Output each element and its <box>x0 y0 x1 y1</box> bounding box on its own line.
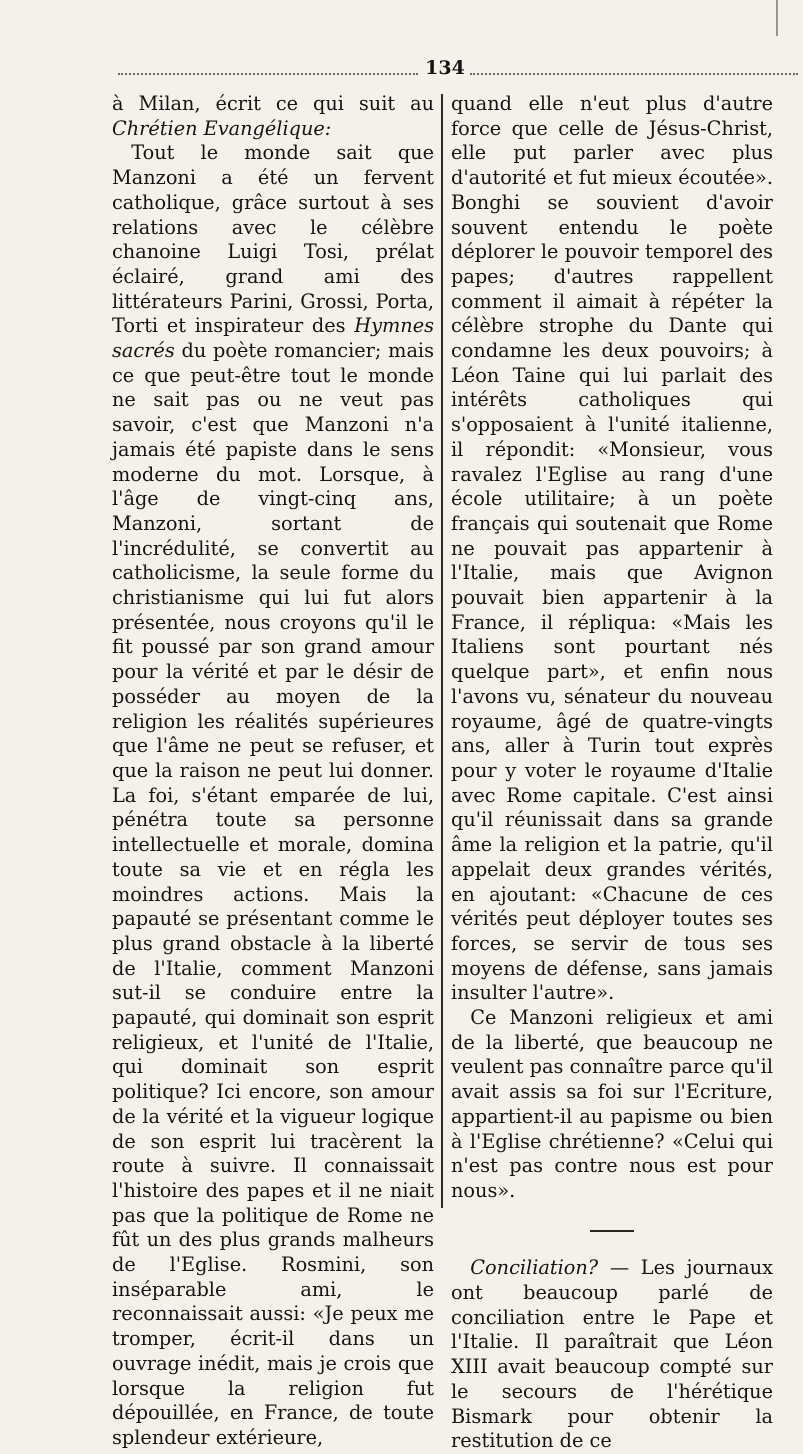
paragraph <box>451 1256 773 1454</box>
text-run: à Milan, écrit ce qui suit au <box>112 92 434 115</box>
italic-text: Chrétien Evangélique: <box>112 116 332 140</box>
page-edge-mark <box>776 0 778 36</box>
text-run: — Les journaux ont beaucoup parlé de conciliation entre le Pape et l'Italie. Il paraîtrait que Léon XIII avait beaucoup compté sur le secours de l'hérétique Bismark pour obtenir la restitution de ce <box>451 1256 773 1453</box>
italic-text: Hymnes sacrés <box>112 314 434 363</box>
text-run: du poète romancier; mais ce que peut-être tout le monde ne sait pas ou ne veut pas savoir, c'est que Manzoni n'a jamais été papiste dans le sens moderne du mot. Lorsque, à l'âge de vingt-cinq ans, Manzoni, sortant de l'incrédulité, se convertit au catholicisme, la seule forme du christianisme qui lui fut alors présentée, nous croyons qu'il le fit poussé par son grand amour pour la vérité et par le désir de posséder au moyen de la religion les réalités supérieures que l'âme ne peut se refuser, et que la raison ne peut lui donner. La foi, s'étant emparée de lui, pénétra toute sa personne intellectuelle et morale, domina toute sa vie et en régla les moindres actions. Mais la papauté se présentant comme le plus grand obstacle à la liberté de l'Italie, comment Manzoni sut-il se conduire entre la papauté, qui dominait son esprit religieux, et l'unité de l'Italie, qui dominait son esprit politique? Ici encore, son amour de la vérité et la vigueur logique de son esprit lui tracèrent la route à suivre. Il connaissait l'histoire des papes et il ne niait pas que la politique de Rome ne fût un des plus grands malheurs de l'Eglise. Rosmini, son inséparable ami, le reconnaissait aussi: «Je peux me tromper, écrit-il dans un ouvrage inédit, mais je crois que lorsque la religion fut dépouillée, en France, de toute splendeur extérieure, <box>112 339 434 1449</box>
text-run: Tout le monde sait que Manzoni a été un fervent catholique, grâce surtout à ses relations avec le célèbre chanoine Luigi Tosi, prélat éclairé, grand ami des littérateurs Parini, Grossi, Porta, Torti et inspirateur des <box>112 141 434 338</box>
text-run: quand elle n'eut plus d'autre force que celle de Jésus-Christ, elle put parler avec plus d'autorité et fut mieux écoutée». Bonghi se souvient d'avoir souvent entendu le poète déplorer le pouvoir temporel des papes; d'autres rappellent comment il aimait à répéter la célèbre strophe du Dante qui condamne les deux pouvoirs; à Léon Taine qui lui parlait des intérêts catholiques qui s'opposaient à l'unité italienne, il répondit: «Monsieur, vous ravalez l'Eglise au rang d'une école utilitaire; à un poète français qui soutenait que Rome ne pouvait pas appartenir à l'Italie, mais que Avignon pouvait bien appartenir à la France, il répliqua: «Mais les Italiens sont pourtant nés quelque part», et enfin nous l'avons vu, sénateur du nouveau royaume, âgé de quatre-vingts ans, aller à Turin tout exprès pour y voter le royaume d'Italie avec Rome capitale. C'est ainsi qu'il réunissait dans sa grande âme la religion et la patrie, qu'il appelait deux grandes vérités, en ajoutant: «Chacune de ces vérités peut déployer toutes ses forces, se servir de tous ses moyens de défense, sans jamais insulter l'autre». <box>451 92 773 1005</box>
left-column <box>112 92 434 1449</box>
section-separator <box>451 1218 773 1243</box>
paragraph <box>112 141 434 1450</box>
paragraph <box>112 92 434 141</box>
right-column <box>451 92 773 1453</box>
paragraph <box>451 1006 773 1204</box>
header-rule-left <box>118 73 418 75</box>
paragraph <box>451 92 773 1006</box>
text-run: Ce Manzoni religieux et ami de la liberté, que beaucoup ne veulent pas connaître parce qu'il avait assis sa foi sur l'Ecriture, appartient-il au papisme ou bien à l'Eglise chrétienne? «Celui qui n'est pas contre nous est pour nous». <box>451 1006 773 1202</box>
page-header <box>118 56 798 80</box>
column-divider <box>441 94 443 1208</box>
header-rule-right <box>470 73 798 75</box>
page-number: 134 <box>425 57 465 79</box>
italic-text: Conciliation? <box>470 1256 599 1280</box>
